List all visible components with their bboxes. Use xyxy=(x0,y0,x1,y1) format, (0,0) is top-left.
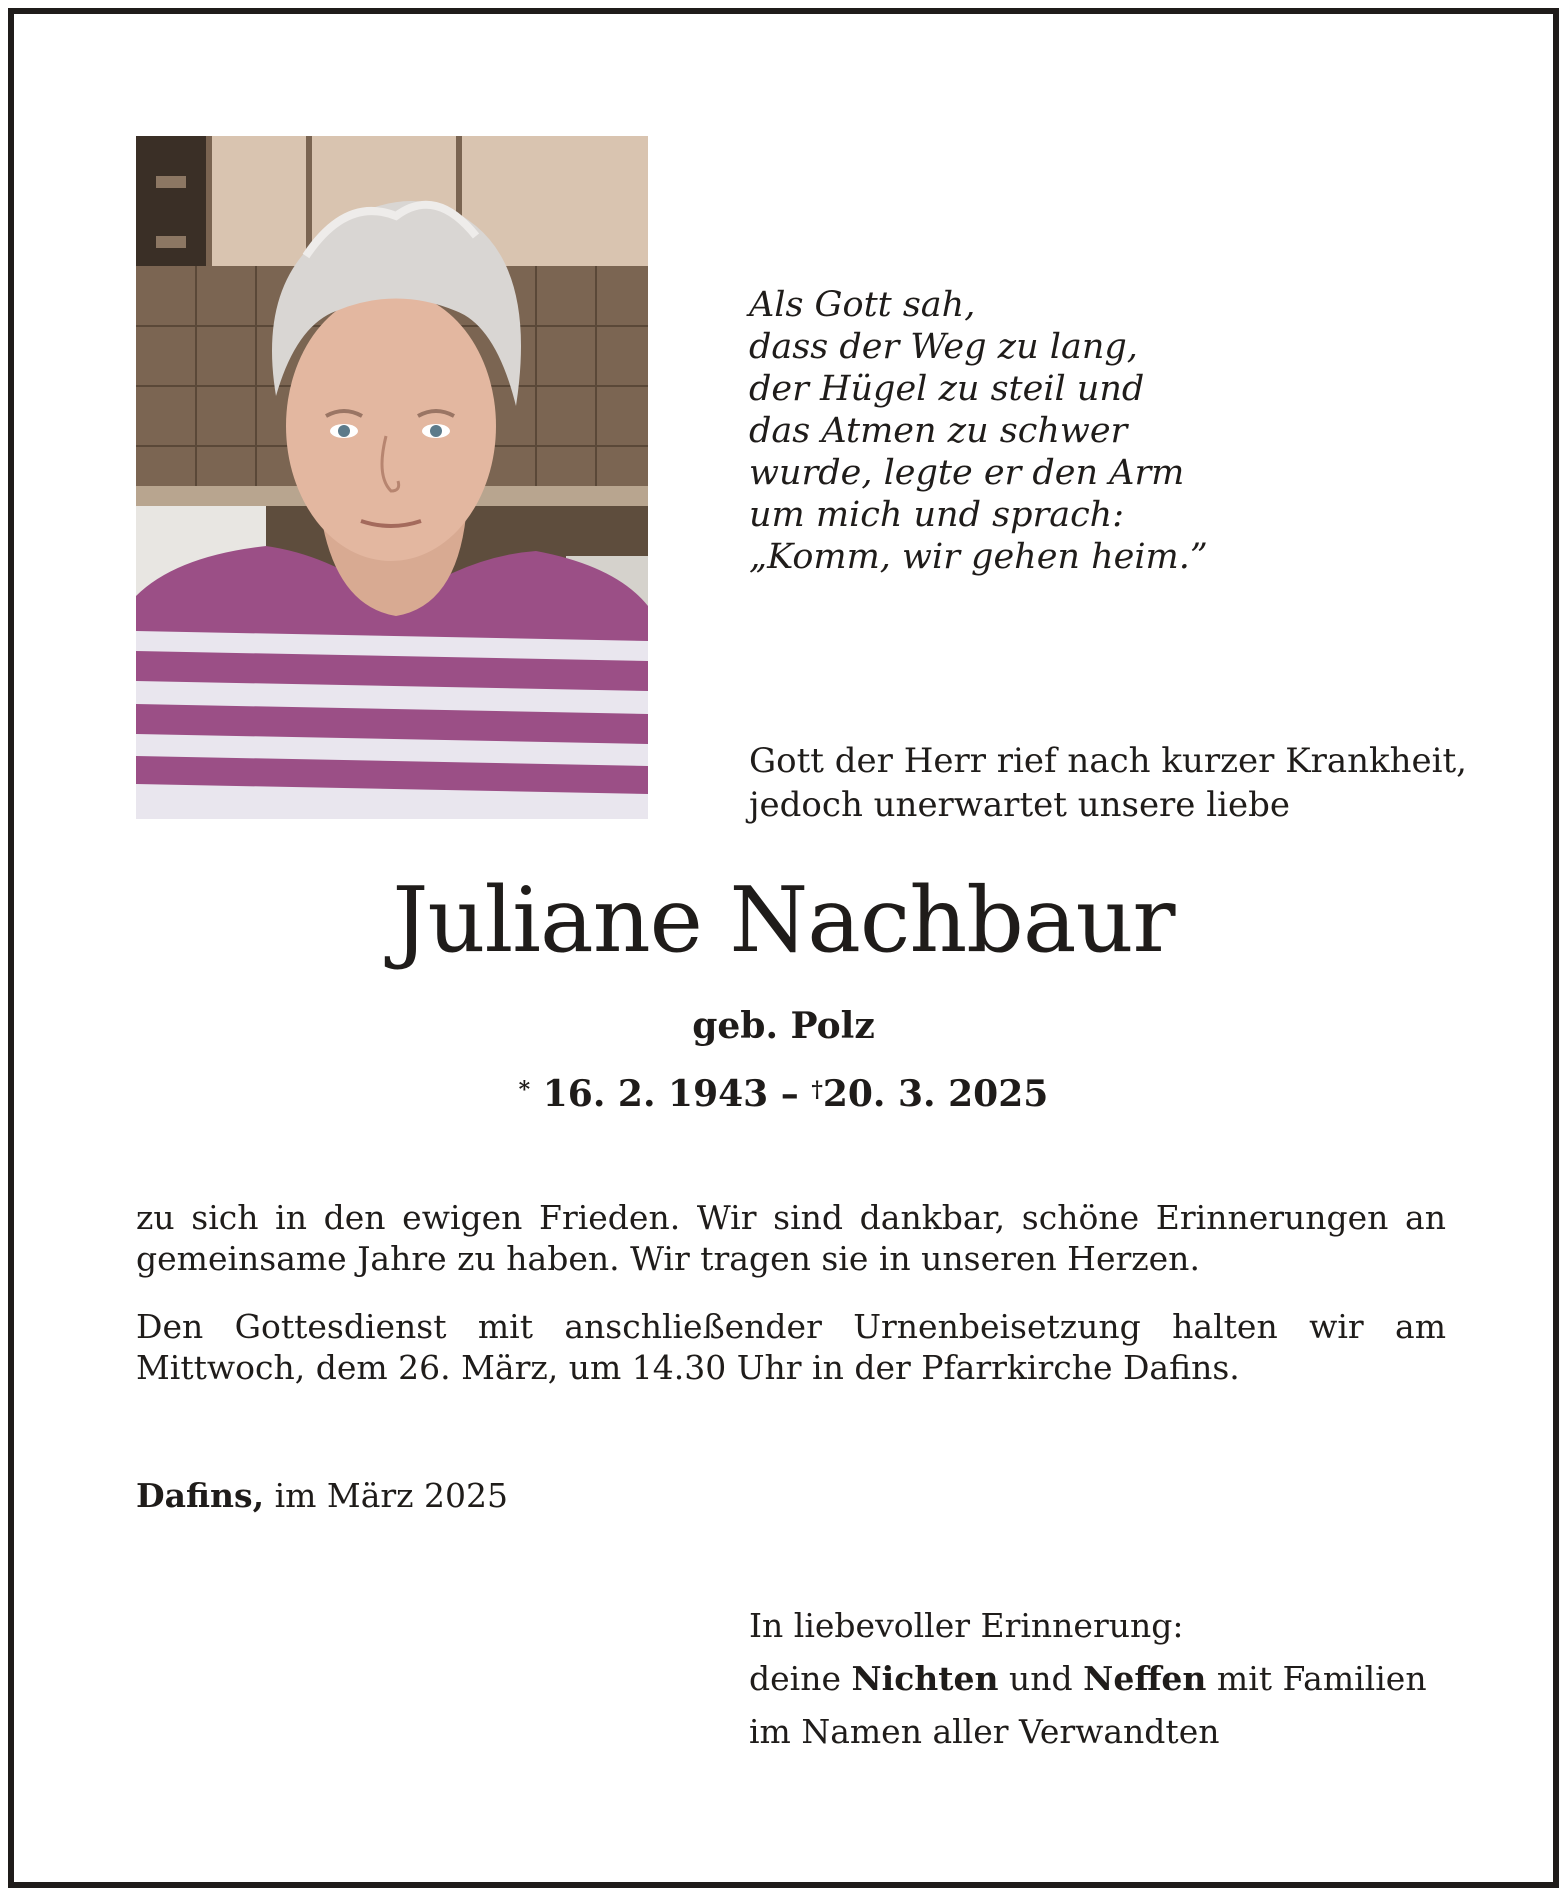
closing-line-3: im Namen aller Verwandten xyxy=(749,1712,1220,1751)
deceased-name: Juliane Nachbaur xyxy=(392,868,1175,973)
poem-line: wurde, legte er den Arm xyxy=(749,453,1185,493)
poem-line: der Hügel zu steil und xyxy=(749,369,1145,409)
poem-line: das Atmen zu schwer xyxy=(749,411,1128,451)
closing-nieces: Nichten xyxy=(851,1659,999,1698)
poem-line: dass der Weg zu lang, xyxy=(749,327,1138,367)
date-separator: – xyxy=(780,1073,799,1115)
death-date: 20. 3. 2025 xyxy=(822,1073,1049,1115)
intro-line: jedoch unerwartet unsere liebe xyxy=(749,785,1290,825)
obituary-frame xyxy=(8,8,1559,1888)
closing-nephews: Neffen xyxy=(1083,1659,1207,1698)
poem xyxy=(749,284,1449,578)
birth-symbol: * xyxy=(518,1077,531,1103)
paragraph-service: Den Gottesdienst mit anschließender Urnenbeisetzung halten wir am Mittwoch, dem 26. März, um 14.30 Uhr in der Pfarrkirche Dafins. xyxy=(136,1307,1446,1387)
closing-prefix: deine xyxy=(749,1659,841,1698)
poem-line: Als Gott sah, xyxy=(749,285,976,325)
intro-line: Gott der Herr rief nach kurzer Krankheit, xyxy=(749,741,1467,781)
closing-suffix: mit Familien xyxy=(1216,1659,1427,1698)
birth-date: 16. 2. 1943 xyxy=(542,1073,769,1115)
paragraph-peace: zu sich in den ewigen Frieden. Wir sind dankbar, schöne Erinnerungen an gemeinsame Jahre zu haben. Wir tragen sie in unseren Herzen. xyxy=(136,1198,1446,1278)
portrait-photo xyxy=(136,136,648,819)
closing-signature xyxy=(749,1599,1479,1758)
place-town: Dafins, xyxy=(136,1476,265,1515)
life-dates xyxy=(14,1072,1553,1116)
closing-line-1: In liebevoller Erinnerung: xyxy=(749,1606,1184,1645)
poem-line: um mich und sprach: xyxy=(749,495,1125,535)
place-date xyxy=(136,1474,508,1518)
intro-text xyxy=(749,739,1479,827)
closing-line-2 xyxy=(749,1652,1479,1705)
poem-line: „Komm, wir gehen heim.” xyxy=(749,537,1208,577)
closing-and: und xyxy=(1009,1659,1073,1698)
place-month: im März 2025 xyxy=(274,1476,508,1515)
maiden-name: geb. Polz xyxy=(692,1005,875,1047)
death-symbol: † xyxy=(811,1077,823,1103)
